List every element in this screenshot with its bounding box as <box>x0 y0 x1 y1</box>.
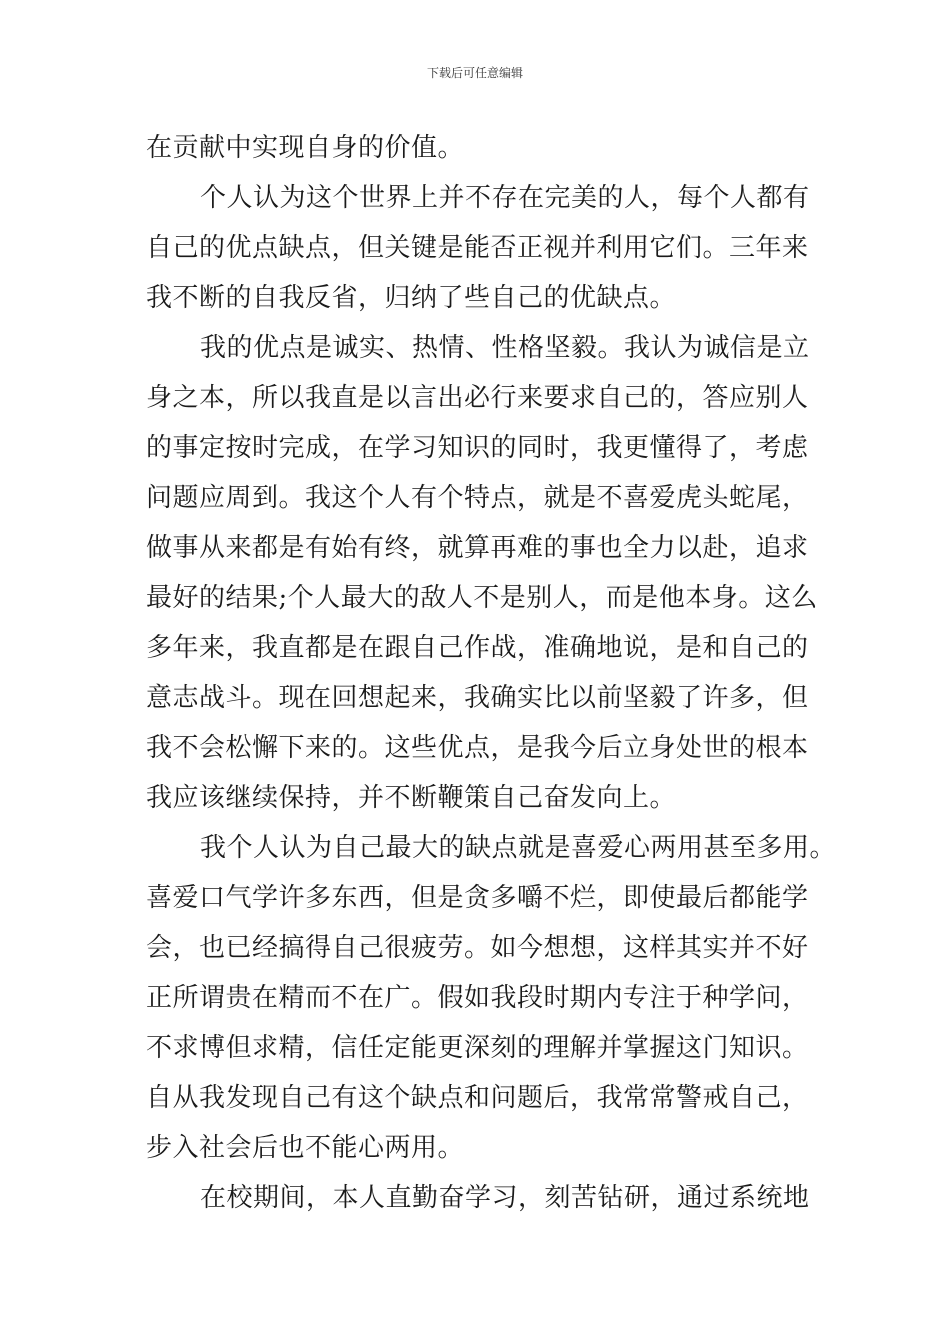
text-line: 在校期间，本人直勤奋学习，刻苦钻研，通过系统地 <box>200 1183 810 1213</box>
text-line: 不求博但求精，信任定能更深刻的理解并掌握这门知识。 <box>146 1033 809 1063</box>
text-line: 自从我发现自己有这个缺点和问题后，我常常警戒自己， <box>146 1083 809 1113</box>
text-line: 我的优点是诚实、热情、性格坚毅。我认为诚信是立 <box>200 333 810 363</box>
text-line: 我不断的自我反省，归纳了些自己的优缺点。 <box>146 283 677 313</box>
text-line: 做事从来都是有始有终，就算再难的事也全力以赴，追求 <box>146 533 809 563</box>
text-line: 问题应周到。我这个人有个特点，就是不喜爱虎头蛇尾， <box>146 483 809 513</box>
text-line: 步入社会后也不能心两用。 <box>146 1133 465 1163</box>
text-line: 我应该继续保持，并不断鞭策自己奋发向上。 <box>146 783 677 813</box>
text-line: 多年来，我直都是在跟自己作战，准确地说，是和自己的 <box>146 633 809 663</box>
text-line: 在贡献中实现自身的价值。 <box>146 133 465 163</box>
text-line: 最好的结果;个人最大的敌人不是别人，而是他本身。这么 <box>146 583 818 613</box>
text-line: 正所谓贵在精而不在广。假如我段时期内专注于种学问， <box>146 983 809 1013</box>
text-line: 的事定按时完成，在学习知识的同时，我更懂得了，考虑 <box>146 433 809 463</box>
text-line: 个人认为这个世界上并不存在完美的人，每个人都有 <box>200 183 810 213</box>
text-line: 意志战斗。现在回想起来，我确实比以前坚毅了许多，但 <box>146 683 809 713</box>
text-line: 身之本，所以我直是以言出必行来要求自己的，答应别人 <box>146 383 809 413</box>
text-line: 我个人认为自己最大的缺点就是喜爱心两用甚至多用。 <box>200 833 837 863</box>
text-line: 喜爱口气学许多东西，但是贪多嚼不烂，即使最后都能学 <box>146 883 809 913</box>
text-line: 我不会松懈下来的。这些优点，是我今后立身处世的根本 <box>146 733 809 763</box>
text-line: 会，也已经搞得自己很疲劳。如今想想，这样其实并不好 <box>146 933 809 963</box>
document-body <box>146 130 837 1230</box>
page-header: 下载后可任意编辑 <box>426 66 523 80</box>
text-line: 自己的优点缺点，但关键是能否正视并利用它们。三年来 <box>146 233 809 263</box>
